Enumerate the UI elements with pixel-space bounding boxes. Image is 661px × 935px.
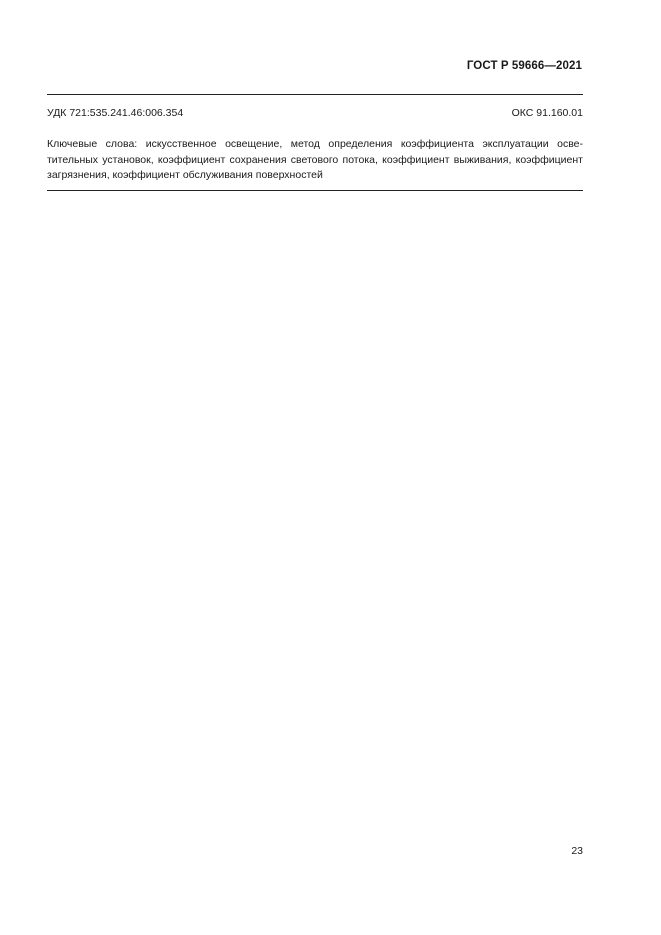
document-standard-code: ГОСТ Р 59666—2021: [466, 60, 582, 72]
page-number: 23: [571, 845, 583, 857]
oks-code: ОКС 91.160.01: [511, 107, 583, 119]
top-divider: [47, 94, 583, 95]
keywords-paragraph: Ключевые слова: искусственное освещение, метод определения коэффициента эксплуатации осветительных установок, коэффициент сохранения светового потока, коэффициент выживания, коэффициент загрязнения, коэффициент обслуживания поверхностей: [47, 138, 583, 181]
udk-code: УДК 721:535.241.46:006.354: [47, 107, 184, 119]
bottom-divider: [47, 190, 583, 191]
classification-row: [47, 107, 583, 119]
